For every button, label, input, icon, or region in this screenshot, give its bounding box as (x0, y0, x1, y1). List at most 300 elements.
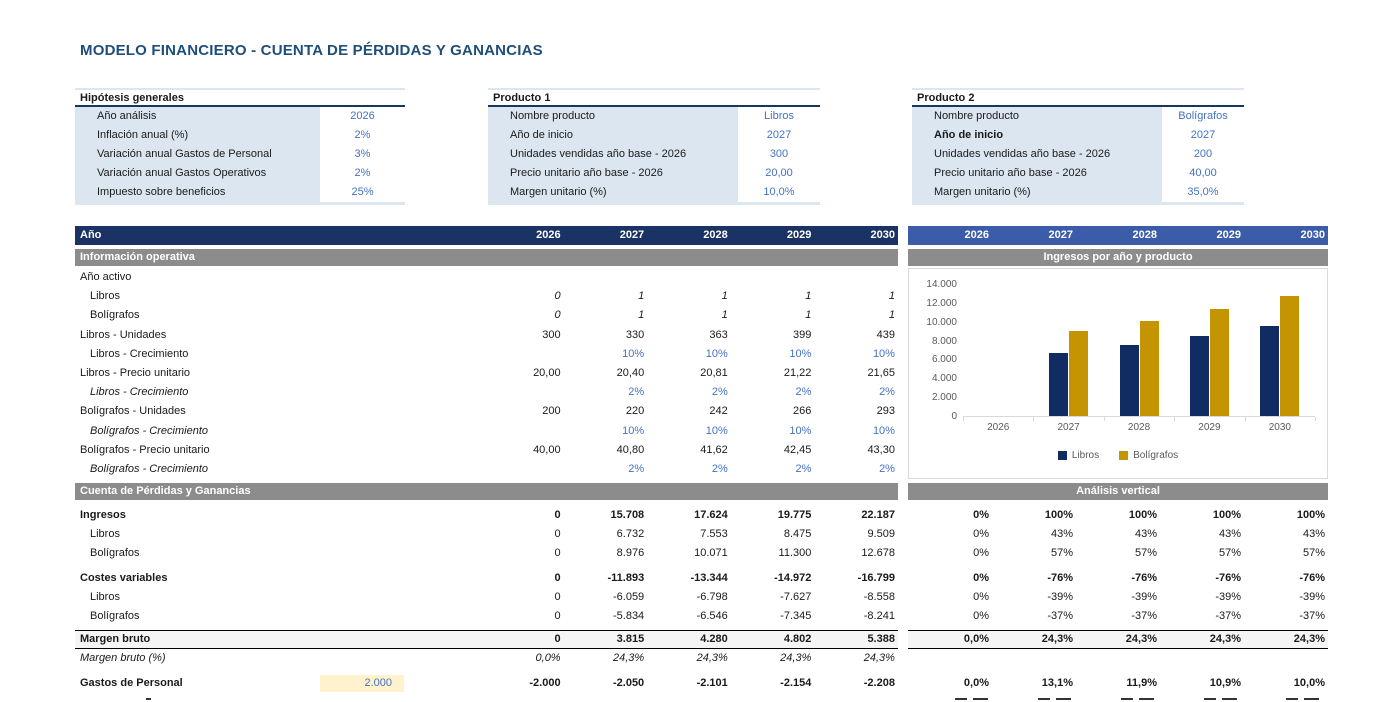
vertical-analysis-row (908, 674, 1328, 693)
y-axis-tick-label: 6.000 (931, 354, 957, 366)
cell-value: 1 (638, 309, 645, 322)
vertical-cell-value: 43% (1218, 528, 1241, 541)
vertical-cell-value: 100% (1128, 509, 1157, 521)
year-header-cell: 2030 (1300, 229, 1325, 241)
hypothesis-row (488, 164, 820, 183)
row-label: Bolígrafos - Precio unitario (80, 443, 210, 456)
personnel-cost-input-cell[interactable]: 2.000 (320, 675, 404, 692)
cell-value: 9.509 (867, 528, 895, 541)
cell-value: 220 (625, 405, 645, 418)
vertical-cell-value (992, 649, 1076, 668)
vertical-cell-value: 10,0% (1293, 676, 1325, 689)
hypothesis-row (912, 164, 1244, 183)
vertical-cell-value: -37% (1047, 609, 1073, 622)
vertical-cell-value: 24,3% (1209, 633, 1241, 646)
cell-value[interactable]: 10% (622, 424, 645, 437)
hypothesis-input-cell[interactable]: 10,0% (738, 183, 820, 202)
row-label: Bolígrafos (90, 609, 140, 622)
row-label: Libros - Crecimiento (90, 386, 189, 399)
cell-value: -11.893 (607, 571, 645, 584)
chart-x-axis (963, 422, 1315, 433)
vertical-cell-value: 43% (1134, 528, 1157, 541)
legend-swatch (1058, 451, 1067, 460)
cell-value: 0 (554, 309, 561, 322)
x-axis-tick-label: 2028 (1127, 422, 1151, 433)
cell-value: 24,3% (863, 652, 895, 665)
vertical-cell-value (1244, 649, 1328, 668)
cell-value: 41,62 (700, 443, 728, 456)
operational-rows (75, 266, 898, 479)
vertical-cell-value: 57% (1050, 547, 1073, 560)
vertical-analysis-row (908, 588, 1328, 607)
vertical-cell-value: -37% (1215, 609, 1241, 622)
cell-value: 11.300 (778, 547, 812, 560)
cell-value: -2.000 (529, 676, 561, 689)
cell-value: 0 (554, 571, 561, 584)
x-axis-tick-label: 2029 (1198, 422, 1221, 433)
vertical-analysis-row (908, 525, 1328, 544)
cell-value (564, 268, 648, 287)
cell-value: 24,3% (696, 652, 728, 665)
box-title-product1: Producto 1 (488, 90, 820, 107)
year-header-right (908, 226, 1328, 245)
clipped-text-fragment (1056, 698, 1071, 700)
cell-value: -14.972 (774, 571, 812, 584)
hypothesis-input-cell[interactable]: 2% (320, 164, 405, 183)
cell-value: 19.775 (777, 509, 812, 521)
x-axis-tick-label: 2027 (1057, 422, 1080, 433)
hypothesis-row (488, 145, 820, 164)
year-header-cell: 2029 (1216, 229, 1241, 241)
pl-row (75, 506, 898, 525)
hypothesis-label: Nombre producto (510, 110, 595, 122)
vertical-cell-value: -76% (1299, 571, 1325, 584)
cell-value: 0 (554, 509, 561, 521)
cell-value: 12.678 (861, 547, 895, 560)
operational-row (75, 441, 898, 460)
y-axis-tick-label: 2.000 (931, 392, 957, 404)
chart-title-band (908, 249, 1328, 266)
hypothesis-input-cell[interactable]: 300 (738, 145, 820, 164)
operational-row (75, 402, 898, 421)
cell-value: -6.798 (696, 590, 728, 603)
page-title: MODELO FINANCIERO - CUENTA DE PÉRDIDAS Y GANANCIAS (80, 42, 543, 59)
cell-value: 4.802 (783, 633, 812, 646)
hypothesis-label: Margen unitario (%) (934, 186, 1031, 198)
hypothesis-row (912, 145, 1244, 164)
hypothesis-row (75, 107, 405, 126)
vertical-cell-value: 43% (1050, 528, 1073, 541)
pl-row (75, 525, 898, 544)
row-label: Bolígrafos - Crecimiento (90, 462, 208, 475)
hypothesis-input-cell[interactable]: 2026 (320, 107, 405, 126)
row-label: Bolígrafos (90, 309, 140, 322)
row-label: Bolígrafos - Unidades (80, 405, 186, 418)
bar-libros (1049, 353, 1068, 416)
row-label: Año activo (80, 271, 132, 283)
cell-value (814, 268, 898, 287)
cell-value: 43,30 (867, 443, 895, 456)
hypothesis-row (75, 183, 405, 202)
x-axis-tick-label: 2030 (1268, 422, 1291, 433)
cell-value: 0 (554, 590, 561, 603)
hypothesis-label: Unidades vendidas año base - 2026 (510, 148, 687, 160)
vertical-cell-value: 100% (1296, 509, 1325, 521)
cell-value[interactable]: 10% (789, 424, 812, 437)
cell-value: 8.976 (616, 547, 645, 560)
hypothesis-input-cell[interactable]: 2027 (738, 126, 820, 145)
hypothesis-label: Precio unitario año base - 2026 (934, 167, 1087, 179)
chart-category-slot (963, 285, 1033, 416)
cell-value[interactable]: 2% (795, 462, 812, 475)
legend-label: Libros (1071, 450, 1100, 461)
row-label: Bolígrafos - Crecimiento (90, 424, 208, 437)
pl-row (75, 674, 898, 693)
vertical-cell-value: 0% (973, 528, 989, 541)
vertical-cell-value: 0% (973, 547, 989, 560)
legend-swatch (1119, 451, 1128, 460)
cell-value: 0 (554, 290, 561, 303)
cell-value[interactable]: 10% (705, 424, 728, 437)
cell-value: 15.708 (610, 509, 645, 521)
operational-row (75, 383, 898, 402)
vertical-cell-value: 57% (1302, 547, 1325, 560)
clipped-text-fragment (1222, 698, 1237, 700)
vertical-cell-value: 57% (1218, 547, 1241, 560)
hypothesis-label: Nombre producto (934, 110, 1019, 122)
pl-row (75, 544, 898, 563)
vertical-analysis-row (908, 630, 1328, 649)
clipped-text-fragment (1139, 698, 1154, 700)
y-axis-tick-label: 8.000 (931, 335, 957, 347)
hypothesis-input-cell[interactable]: 25% (320, 183, 405, 202)
vertical-cell-value: 13,1% (1041, 676, 1073, 689)
cell-value: 21,65 (867, 366, 895, 379)
cell-value: 42,45 (783, 443, 812, 456)
cell-value: 22.187 (861, 509, 895, 521)
clipped-text-fragment (146, 698, 151, 700)
operational-row (75, 364, 898, 383)
cell-value (480, 345, 564, 364)
chart-legend (909, 450, 1327, 461)
cell-value: -16.799 (857, 571, 895, 584)
cell-value: -2.154 (780, 676, 812, 689)
year-header-cell: 2026 (964, 229, 989, 241)
cell-value: -13.344 (690, 571, 728, 584)
row-label: Libros - Precio unitario (80, 366, 191, 379)
year-header-cell: 2028 (703, 229, 728, 241)
cell-value: 242 (709, 405, 728, 418)
hypothesis-box-product1 (488, 88, 820, 205)
cell-value: 0 (554, 633, 561, 646)
year-header-cell: 2028 (1132, 229, 1157, 241)
hypothesis-label: Unidades vendidas año base - 2026 (934, 148, 1111, 160)
hypothesis-input-cell[interactable]: 200 (1162, 145, 1244, 164)
vertical-cell-value: 100% (1212, 509, 1241, 521)
operational-row (75, 326, 898, 345)
pl-row (75, 630, 898, 649)
row-label: Libros (90, 528, 120, 541)
hypothesis-row (912, 126, 1244, 145)
cell-value: 399 (793, 328, 812, 341)
vertical-cell-value: -39% (1047, 590, 1073, 603)
chart-category-slot (1245, 285, 1315, 416)
year-header-label: Año (80, 229, 102, 241)
cell-value: 0 (554, 528, 561, 541)
cell-value: 24,3% (780, 652, 812, 665)
hypothesis-row (912, 107, 1244, 126)
vertical-cell-value (1076, 649, 1160, 668)
cell-value: 293 (876, 405, 895, 418)
cell-value: 439 (876, 328, 895, 341)
cell-value: 17.624 (694, 509, 728, 521)
chart-title: Ingresos por año y producto (1043, 251, 1193, 263)
chart-category-slot (1033, 285, 1103, 416)
clipped-text-fragment (955, 698, 967, 700)
cell-value: 200 (542, 405, 561, 418)
vertical-cell-value: 57% (1134, 547, 1157, 560)
cell-value: 10.071 (694, 547, 728, 560)
hypothesis-row (912, 183, 1244, 202)
vertical-analysis-row (908, 569, 1328, 588)
cell-value[interactable]: 2% (795, 386, 812, 399)
vertical-cell-value (1160, 649, 1244, 668)
box-title-product2: Producto 2 (912, 90, 1244, 107)
year-header-cell: 2030 (870, 229, 895, 241)
hypothesis-label: Margen unitario (%) (510, 186, 607, 198)
cell-value: 1 (888, 309, 895, 322)
hypothesis-input-cell[interactable]: 40,00 (1162, 164, 1244, 183)
hypothesis-row (75, 145, 405, 164)
bar-libros (1190, 336, 1209, 416)
hypothesis-input-cell[interactable]: Libros (738, 107, 820, 126)
cell-value (647, 268, 731, 287)
cell-value: -7.345 (780, 609, 812, 622)
cell-value[interactable]: 10% (622, 347, 645, 360)
vertical-analysis-row (908, 649, 1328, 668)
bar-libros (1260, 326, 1279, 416)
cell-value (480, 422, 564, 441)
cell-value[interactable]: 10% (705, 347, 728, 360)
hypothesis-input-cell[interactable]: 3% (320, 145, 405, 164)
row-label: Margen bruto (%) (80, 652, 166, 665)
clipped-text-fragment (973, 698, 988, 700)
cell-value: 8.475 (783, 528, 812, 541)
year-header-cell: 2026 (536, 229, 561, 241)
row-label: Libros - Crecimiento (90, 347, 189, 360)
cell-value: -6.546 (696, 609, 728, 622)
vertical-cell-value: 10,9% (1209, 676, 1241, 689)
vertical-cell-value: 0,0% (963, 633, 989, 646)
row-label: Costes variables (80, 571, 168, 584)
cell-value: 266 (793, 405, 812, 418)
operational-row (75, 460, 898, 479)
cell-value: -2.050 (612, 676, 645, 689)
hypothesis-row (488, 183, 820, 202)
bar-bolígrafos (1210, 309, 1229, 416)
vertical-cell-value: -37% (1131, 609, 1157, 622)
bar-bolígrafos (1069, 331, 1088, 416)
section-title-vertical: Análisis vertical (1076, 485, 1160, 497)
chart-category-slot (1104, 285, 1174, 416)
hypothesis-input-cell[interactable]: 2% (320, 126, 405, 145)
cell-value: 7.553 (700, 528, 728, 541)
vertical-cell-value: 0,0% (963, 676, 989, 689)
cell-value[interactable]: 10% (872, 347, 895, 360)
cell-value[interactable]: 2% (879, 462, 895, 475)
vertical-cell-value (908, 649, 992, 668)
section-title-pyg: Cuenta de Pérdidas y Ganancias (80, 485, 251, 497)
cell-value: 1 (638, 290, 645, 303)
vertical-analysis-rows (908, 500, 1328, 693)
operational-row (75, 287, 898, 306)
cell-value: -6.059 (612, 590, 645, 603)
row-label: Libros - Unidades (80, 328, 167, 341)
clipped-text-fragment (1038, 698, 1050, 700)
hypothesis-input-cell[interactable]: 35,0% (1162, 183, 1244, 202)
cell-value: 6.732 (616, 528, 645, 541)
row-label: Libros (90, 290, 120, 303)
vertical-cell-value: 0% (973, 590, 989, 603)
cell-value: 0 (554, 547, 561, 560)
vertical-analysis-row (908, 544, 1328, 563)
cell-value[interactable]: 2% (879, 386, 895, 399)
clipped-text-fragment (1286, 698, 1298, 700)
pl-row (75, 588, 898, 607)
y-axis-tick-label: 10.000 (926, 316, 957, 328)
cell-value[interactable]: 2% (628, 462, 645, 475)
vertical-cell-value: 11,9% (1126, 676, 1157, 689)
year-header-cell: 2029 (786, 229, 812, 241)
section-band-pyg (75, 483, 898, 500)
cell-value: -8.558 (863, 590, 895, 603)
hypothesis-row (488, 107, 820, 126)
legend-label: Bolígrafos (1133, 450, 1179, 461)
hypothesis-label: Variación anual Gastos de Personal (97, 148, 272, 160)
cell-value: 40,80 (616, 443, 645, 456)
vertical-cell-value: 24,3% (1293, 633, 1325, 646)
cell-value: 20,81 (700, 366, 728, 379)
cell-value: 20,00 (533, 366, 561, 379)
operational-row (75, 306, 898, 325)
hypothesis-label: Año análisis (97, 110, 157, 122)
revenue-bar-chart (908, 268, 1328, 479)
cell-value: 21,22 (783, 366, 812, 379)
clipped-text-fragment (1204, 698, 1216, 700)
hypothesis-input-cell[interactable]: 2027 (1162, 126, 1244, 145)
hypothesis-label: Año de inicio (510, 129, 573, 141)
hypothesis-input-cell[interactable]: 20,00 (738, 164, 820, 183)
cell-value[interactable]: 2% (711, 462, 728, 475)
cell-value: 0 (554, 609, 561, 622)
cell-value: 24,3% (612, 652, 645, 665)
cell-value: 5.388 (867, 633, 895, 646)
clipped-text-fragment (1304, 698, 1319, 700)
box-title-general: Hipótesis generales (75, 90, 405, 107)
vertical-cell-value: -76% (1215, 571, 1241, 584)
row-label: Gastos de Personal 2.000 (75, 674, 480, 693)
vertical-cell-value: 43% (1302, 528, 1325, 541)
vertical-cell-value: -76% (1131, 571, 1157, 584)
cell-value: 3.815 (616, 633, 645, 646)
cell-value: 1 (805, 309, 812, 322)
year-header-left (75, 226, 898, 245)
hypothesis-row (75, 126, 405, 145)
operational-row (75, 345, 898, 364)
cell-value: 0,0% (535, 652, 561, 665)
cell-value: 363 (709, 328, 728, 341)
section-title-operativa: Información operativa (80, 251, 195, 263)
legend-item (1058, 450, 1099, 461)
operational-row (75, 268, 898, 287)
cell-value[interactable]: 2% (628, 386, 645, 399)
cell-value: -2.101 (696, 676, 728, 689)
vertical-cell-value: -39% (1299, 590, 1325, 603)
cell-value: 20,40 (616, 366, 645, 379)
cell-value: 330 (625, 328, 645, 341)
row-label: Margen bruto (80, 633, 151, 646)
hypothesis-label: Año de inicio (934, 129, 1004, 141)
cell-value: -8.241 (863, 609, 895, 622)
cell-value: 1 (721, 309, 728, 322)
bar-bolígrafos (1280, 296, 1299, 416)
row-label: Libros (90, 590, 120, 603)
pl-row (75, 569, 898, 588)
vertical-cell-value: 0% (973, 571, 989, 584)
operational-row (75, 422, 898, 441)
year-header-cell: 2027 (1048, 229, 1073, 241)
vertical-cell-value: 100% (1044, 509, 1073, 521)
cell-value: -5.834 (612, 609, 645, 622)
hypothesis-label: Impuesto sobre beneficios (97, 186, 226, 198)
hypothesis-row (488, 126, 820, 145)
y-axis-tick-label: 12.000 (926, 297, 957, 309)
cell-value: 40,00 (533, 443, 561, 456)
cell-value: 300 (542, 328, 561, 341)
y-axis-tick-label: 14.000 (926, 279, 957, 290)
cell-value[interactable]: 10% (872, 424, 895, 437)
row-label: Ingresos (80, 509, 126, 521)
hypothesis-box-product2 (912, 88, 1244, 205)
vertical-cell-value: 0% (973, 609, 989, 622)
vertical-cell-value: 24,3% (1125, 633, 1157, 646)
hypothesis-label: Inflación anual (%) (97, 129, 189, 141)
y-axis-tick-label: 0 (951, 411, 957, 422)
cell-value: -7.627 (780, 590, 812, 603)
y-axis-tick-label: 4.000 (931, 373, 957, 385)
hypothesis-input-cell[interactable]: Bolígrafos (1162, 107, 1244, 126)
cell-value[interactable]: 10% (789, 347, 812, 360)
section-band-vertical (908, 483, 1328, 500)
vertical-cell-value: -37% (1299, 609, 1325, 622)
hypothesis-box-general (75, 88, 405, 205)
cell-value: -2.208 (863, 676, 895, 689)
chart-plot-area (963, 285, 1315, 417)
x-axis-tick-label: 2026 (987, 422, 1010, 433)
hypothesis-label: Variación anual Gastos Operativos (97, 167, 267, 179)
cell-value: 4.280 (700, 633, 728, 646)
cell-value (480, 268, 564, 287)
hypothesis-label: Precio unitario año base - 2026 (510, 167, 663, 179)
bar-bolígrafos (1140, 321, 1159, 416)
cell-value[interactable]: 2% (711, 386, 728, 399)
legend-item (1119, 450, 1178, 461)
pyg-rows (75, 500, 898, 693)
vertical-cell-value: 0% (973, 509, 989, 521)
cell-value: 1 (888, 290, 895, 303)
bar-libros (1120, 345, 1139, 416)
clipped-text-fragment (1121, 698, 1133, 700)
